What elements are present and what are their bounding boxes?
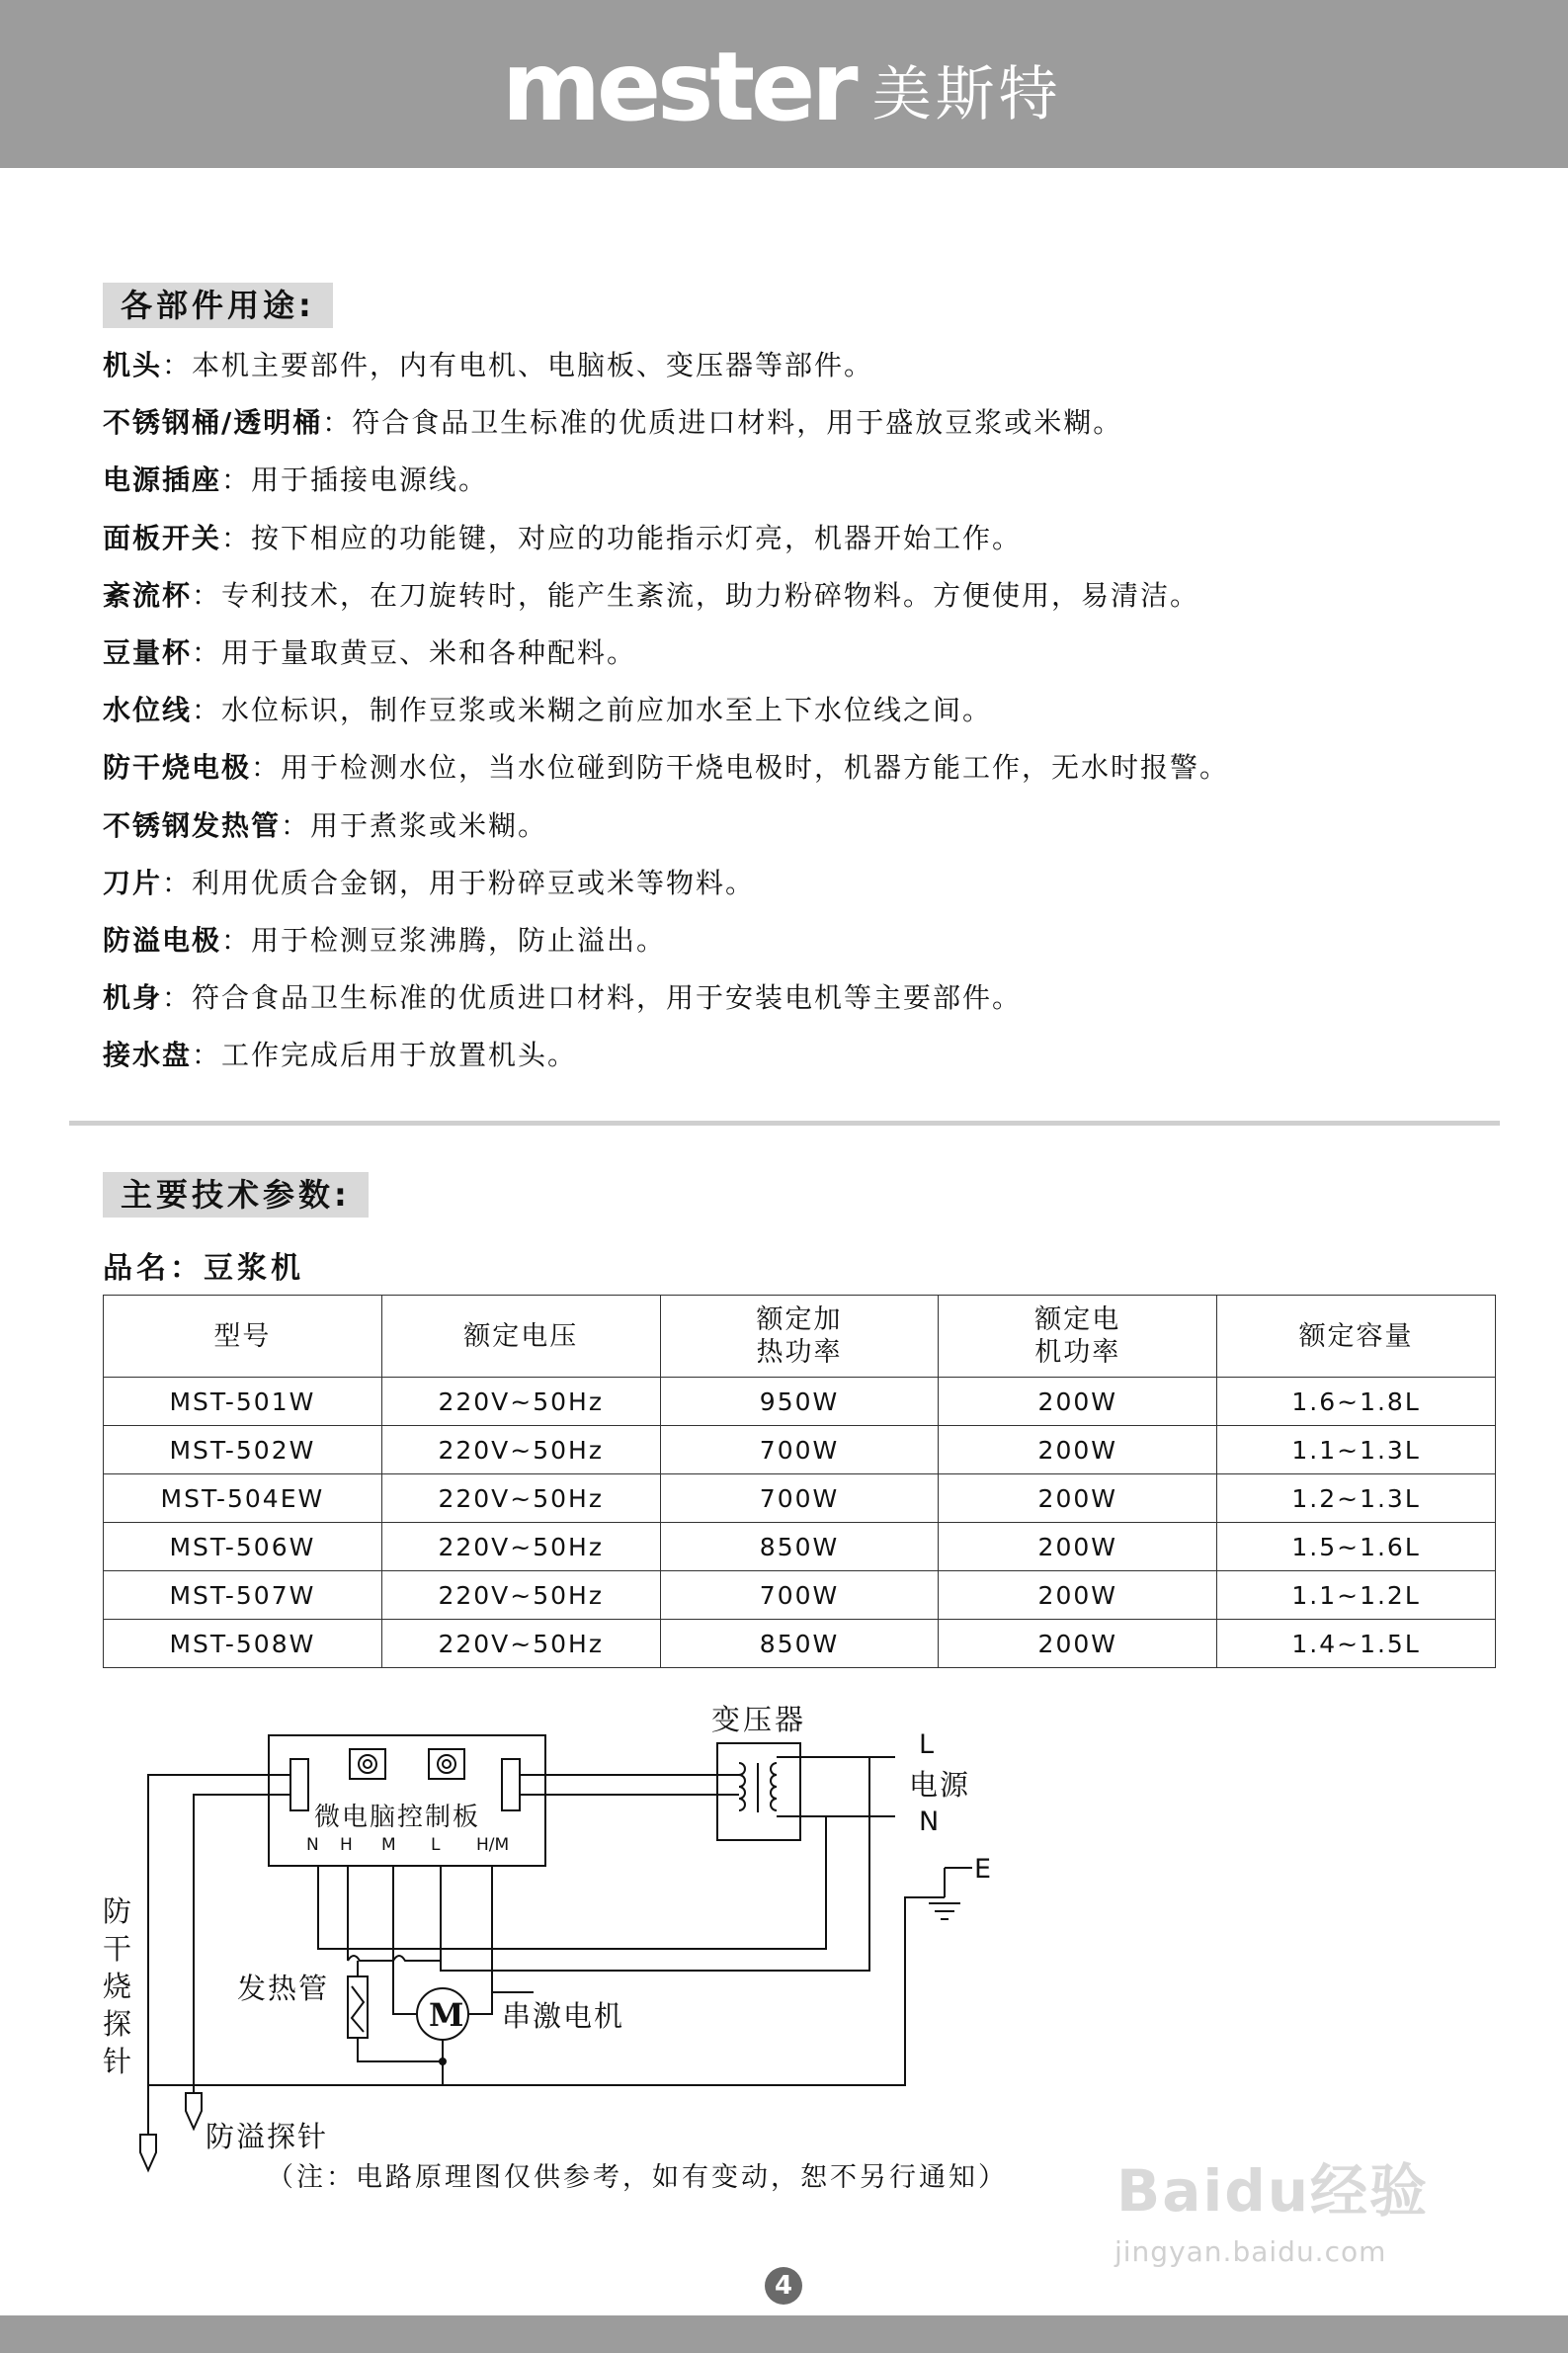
table-cell: 200W bbox=[939, 1523, 1217, 1571]
part-desc: ：本机主要部件，内有电机、电脑板、变压器等部件。 bbox=[162, 349, 874, 381]
relay-1 bbox=[350, 1749, 385, 1779]
transformer-label: 变压器 bbox=[711, 1703, 807, 1736]
table-cell: MST-506W bbox=[104, 1523, 382, 1571]
table-cell: MST-501W bbox=[104, 1378, 382, 1426]
part-desc: ：用于检测水位，当水位碰到防干烧电极时，机器方能工作，无水时报警。 bbox=[251, 751, 1230, 785]
power-N-label: N bbox=[919, 1807, 940, 1837]
dry-probe-label-char: 针 bbox=[103, 2045, 132, 2078]
part-term: 不锈钢桶/透明桶 bbox=[103, 406, 323, 440]
table-cell: 220V~50Hz bbox=[381, 1571, 660, 1620]
part-item bbox=[103, 1036, 577, 1075]
heater-label: 发热管 bbox=[237, 1972, 330, 2005]
table-cell: 1.1~1.3L bbox=[1217, 1426, 1496, 1474]
part-term: 电源插座 bbox=[103, 463, 222, 497]
motor-symbol: M bbox=[429, 1996, 464, 2034]
part-desc: ：专利技术，在刀旋转时，能产生紊流，助力粉碎物料。方便使用，易清洁。 bbox=[192, 578, 1200, 612]
part-item bbox=[103, 346, 873, 385]
pin-label-HM: H/M bbox=[476, 1835, 510, 1855]
table-cell: 220V~50Hz bbox=[381, 1378, 660, 1426]
watermark-url: jingyan.baidu.com bbox=[1114, 2235, 1387, 2268]
table-row bbox=[104, 1620, 1496, 1668]
logo-text-cn: 美斯特 bbox=[871, 60, 1062, 129]
part-term: 防干烧电极 bbox=[103, 751, 252, 785]
relay-2 bbox=[429, 1749, 464, 1779]
table-cell: 220V~50Hz bbox=[381, 1620, 660, 1668]
table-cell: MST-508W bbox=[104, 1620, 382, 1668]
part-item bbox=[103, 633, 636, 673]
pin-label-H: H bbox=[340, 1835, 353, 1855]
section-title-parts: 各部件用途: bbox=[103, 283, 333, 328]
table-cell: MST-504EW bbox=[104, 1474, 382, 1523]
part-item bbox=[103, 806, 547, 846]
section-title-specs: 主要技术参数: bbox=[103, 1172, 369, 1218]
motor-label: 串激电机 bbox=[502, 1999, 625, 2033]
table-cell: MST-507W bbox=[104, 1571, 382, 1620]
table-cell: 700W bbox=[660, 1474, 939, 1523]
part-item bbox=[103, 403, 1122, 443]
table-row bbox=[104, 1523, 1496, 1571]
heater bbox=[348, 1976, 368, 2038]
earth-label: E bbox=[974, 1854, 992, 1885]
part-item bbox=[103, 461, 488, 500]
table-cell: 1.2~1.3L bbox=[1217, 1474, 1496, 1523]
page-footer bbox=[0, 2315, 1568, 2353]
table-cell: MST-502W bbox=[104, 1426, 382, 1474]
table-cell: 200W bbox=[939, 1474, 1217, 1523]
table-cell: 200W bbox=[939, 1426, 1217, 1474]
part-term: 不锈钢发热管 bbox=[103, 808, 282, 842]
right-connector bbox=[502, 1759, 520, 1810]
table-cell: 220V~50Hz bbox=[381, 1426, 660, 1474]
column-header: 型号 bbox=[104, 1296, 382, 1378]
part-term: 机身 bbox=[103, 981, 163, 1015]
dry-probe-label bbox=[103, 1894, 131, 2078]
part-desc: ：利用优质合金钢，用于粉碎豆或米等物料。 bbox=[162, 866, 756, 899]
table-cell: 700W bbox=[660, 1571, 939, 1620]
part-term: 机头 bbox=[103, 349, 163, 381]
part-desc: ：工作完成后用于放置机头。 bbox=[192, 1039, 578, 1072]
part-term: 紊流杯 bbox=[103, 578, 193, 612]
circuit-note: （注：电路原理图仅供参考，如有变动，恕不另行通知） bbox=[267, 2162, 1008, 2193]
table-cell: 950W bbox=[660, 1378, 939, 1426]
product-name: 品名：豆浆机 bbox=[103, 1251, 304, 1286]
part-desc: ：按下相应的功能键，对应的功能指示灯亮，机器开始工作。 bbox=[221, 521, 1023, 554]
table-cell: 200W bbox=[939, 1571, 1217, 1620]
column-header: 额定电压 bbox=[381, 1296, 660, 1378]
spec-table bbox=[103, 1295, 1496, 1668]
logo-text-en: mester bbox=[502, 32, 855, 142]
part-item bbox=[103, 978, 1022, 1018]
table-row bbox=[104, 1474, 1496, 1523]
column-header: 额定加 热功率 bbox=[660, 1296, 939, 1378]
watermark-logo: Baidu经验 bbox=[1116, 2157, 1430, 2225]
table-cell: 1.4~1.5L bbox=[1217, 1620, 1496, 1668]
part-term: 接水盘 bbox=[103, 1039, 193, 1072]
part-item bbox=[103, 921, 666, 961]
dry-probe-label-char: 干 bbox=[103, 1932, 132, 1966]
table-cell: 200W bbox=[939, 1620, 1217, 1668]
left-connector bbox=[290, 1759, 308, 1810]
part-term: 刀片 bbox=[103, 866, 163, 899]
part-desc: ：符合食品卫生标准的优质进口材料，用于盛放豆浆或米糊。 bbox=[322, 406, 1123, 440]
part-term: 防溢电极 bbox=[103, 924, 222, 957]
section-divider bbox=[69, 1121, 1500, 1126]
table-row bbox=[104, 1571, 1496, 1620]
pin-label-N: N bbox=[306, 1835, 319, 1855]
control-board-label: 微电脑控制板 bbox=[314, 1803, 481, 1832]
table-cell: 850W bbox=[660, 1523, 939, 1571]
power-L-label: L bbox=[919, 1729, 935, 1760]
dry-probe-label-char: 探 bbox=[103, 2007, 132, 2041]
table-cell: 1.1~1.2L bbox=[1217, 1571, 1496, 1620]
dry-burn-probe bbox=[140, 2135, 156, 2170]
part-desc: ：用于煮浆或米糊。 bbox=[281, 808, 548, 842]
spec-table-header bbox=[104, 1296, 1496, 1378]
part-desc: ：符合食品卫生标准的优质进口材料，用于安装电机等主要部件。 bbox=[162, 981, 1023, 1015]
table-row bbox=[104, 1426, 1496, 1474]
table-cell: 1.5~1.6L bbox=[1217, 1523, 1496, 1571]
table-cell: 220V~50Hz bbox=[381, 1523, 660, 1571]
part-desc: ：用于插接电源线。 bbox=[221, 463, 489, 497]
part-item bbox=[103, 519, 1022, 558]
pin-label-L: L bbox=[431, 1835, 441, 1855]
part-term: 水位线 bbox=[103, 694, 193, 727]
table-cell: 220V~50Hz bbox=[381, 1474, 660, 1523]
part-item bbox=[103, 864, 755, 903]
power-label: 电源 bbox=[909, 1768, 971, 1802]
part-term: 豆量杯 bbox=[103, 636, 193, 669]
page-number: 4 bbox=[765, 2267, 802, 2305]
part-desc: ：用于量取黄豆、米和各种配料。 bbox=[192, 636, 637, 669]
part-desc: ：水位标识，制作豆浆或米糊之前应加水至上下水位线之间。 bbox=[192, 694, 993, 727]
part-desc: ：用于检测豆浆沸腾，防止溢出。 bbox=[221, 924, 667, 957]
page-header bbox=[0, 0, 1568, 168]
table-cell: 850W bbox=[660, 1620, 939, 1668]
pin-label-M: M bbox=[381, 1835, 396, 1855]
table-row bbox=[104, 1378, 1496, 1426]
column-header: 额定电 机功率 bbox=[939, 1296, 1217, 1378]
part-term: 面板开关 bbox=[103, 521, 222, 554]
overflow-probe-label: 防溢探针 bbox=[206, 2120, 329, 2153]
table-cell: 700W bbox=[660, 1426, 939, 1474]
table-cell: 200W bbox=[939, 1378, 1217, 1426]
part-item bbox=[103, 748, 1229, 788]
table-cell: 1.6~1.8L bbox=[1217, 1378, 1496, 1426]
overflow-probe bbox=[186, 2093, 202, 2129]
brand-logo bbox=[502, 32, 1062, 142]
column-header: 额定容量 bbox=[1217, 1296, 1496, 1378]
part-item bbox=[103, 576, 1199, 616]
part-item bbox=[103, 691, 992, 730]
dry-probe-label-char: 防 bbox=[103, 1894, 132, 1928]
dry-probe-label-char: 烧 bbox=[103, 1970, 132, 2003]
